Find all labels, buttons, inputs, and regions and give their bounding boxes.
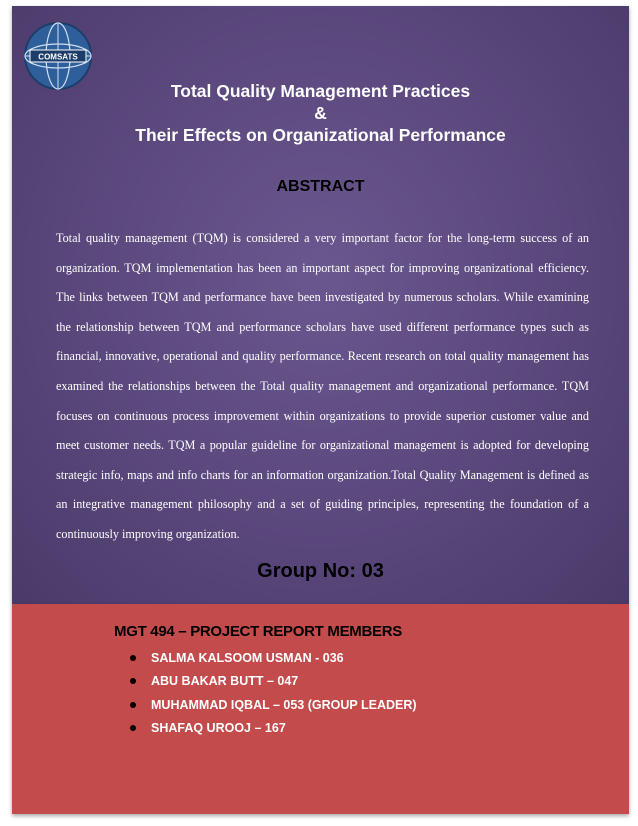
title-line-1: Total Quality Management Practices [170,81,471,101]
member-name: SALMA KALSOOM USMAN - 036 [151,650,344,665]
members-heading: MGT 494 – PROJECT REPORT MEMBERS [114,623,402,640]
abstract-body: Total quality management (TQM) is considered a very important factor for the long-term success of an organization. TQM implementation has been an important aspect for improving organizational efficiency. The links between TQM and performance have been investigated by numerous scholars. While examining the relationship between TQM and performance scholars have used different performance types such as financial, innovative, operational and quality performance. Recent research on total quality management has examined the relationships between the Total quality management and organizational performance. TQM focuses on continuous process improvement within organizations to provide superior customer value and meet customer needs. TQM a popular guideline for organizational management is adopted for developing strategic info, maps and info charts for an information organization.Total Quality Management is defined as an integrative management philosophy and a set of guiding principles, representing the foundation of a continuously improving organization. [56,231,589,541]
members-list [130,646,417,740]
bullet-icon [130,655,136,661]
list-item [130,717,417,741]
bullet-icon [130,725,136,731]
list-item [130,693,417,717]
member-name: MUHAMMAD IQBAL – 053 (GROUP LEADER) [151,697,417,712]
list-item [130,670,417,694]
document-title [12,80,629,146]
title-line-3: Their Effects on Organizational Performance [135,125,506,145]
bullet-icon [130,678,136,684]
member-name: ABU BAKAR BUTT – 047 [151,674,299,689]
group-number: Group No: 03 [257,560,384,582]
member-name: SHAFAQ UROOJ – 167 [151,721,286,736]
abstract-heading: ABSTRACT [276,178,365,195]
list-item [130,646,417,670]
logo-text: COMSATS [38,52,78,62]
bullet-icon [130,702,136,708]
title-line-2: & [314,103,327,123]
